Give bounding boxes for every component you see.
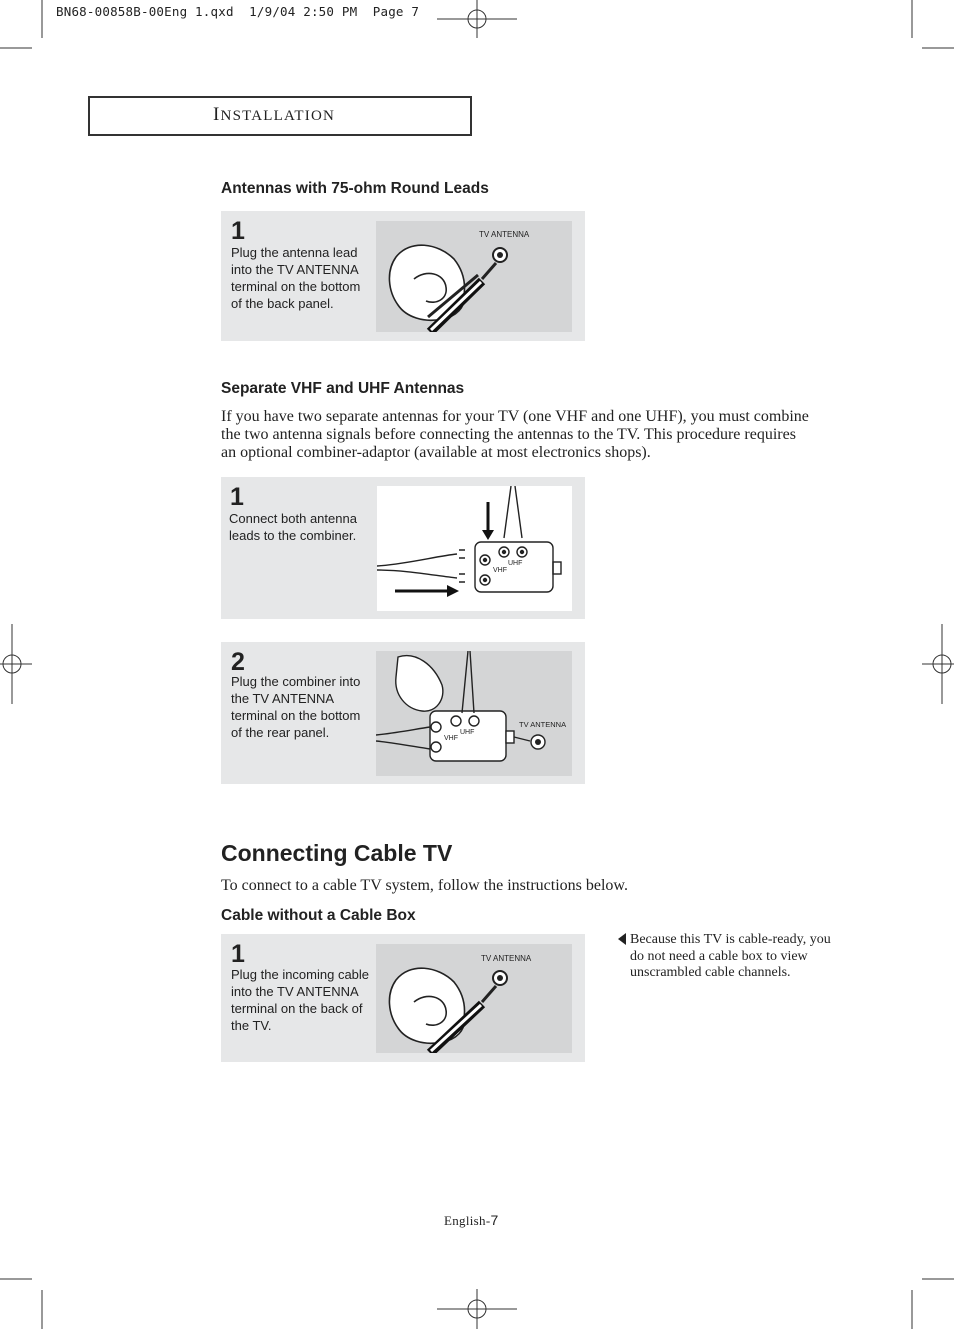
cable-hand-illustration <box>376 944 572 1053</box>
step-number: 1 <box>231 217 245 245</box>
vhf-label: VHF <box>493 567 507 574</box>
heading-cable-without-box: Cable without a Cable Box <box>221 907 416 924</box>
uhf-label: UHF <box>460 729 475 736</box>
combiner-tv-illustration <box>376 651 572 776</box>
vhf-label: VHF <box>444 735 458 742</box>
section-title-cable-tv: Connecting Cable TV <box>221 840 453 866</box>
slug-line: BN68-00858B-00Eng 1.qxd 1/9/04 2:50 PM Page 7 <box>56 4 420 19</box>
separate-antennas-body: If you have two separate antennas for your TV (one VHF and one UHF), you must combine the two antenna signals before connecting the antennas to the TV. This procedure requires an optional combiner-adaptor (available at most electronics shops). <box>221 408 809 461</box>
hand-plug-drawing <box>376 221 572 332</box>
step-number: 2 <box>231 648 245 676</box>
combiner-drawing <box>377 486 572 611</box>
page-footer <box>444 1212 499 1229</box>
uhf-label: UHF <box>508 560 523 567</box>
step-panel-antenna-75 <box>221 211 585 341</box>
tv-antenna-label: TV ANTENNA <box>479 230 530 239</box>
step-panel-combiner-2 <box>221 642 585 784</box>
heading-antennas-75: Antennas with 75-ohm Round Leads <box>221 180 489 197</box>
tv-antenna-label: TV ANTENNA <box>481 954 532 963</box>
step-text: Plug the combiner into the TV ANTENNA terminal on the bottom of the rear panel. <box>231 674 361 740</box>
footer-prefix: English- <box>444 1213 491 1228</box>
tv-antenna-label: TV ANTENNA <box>519 720 567 729</box>
antenna-hand-illustration <box>376 221 572 332</box>
section-header-rest: NSTALLATION <box>220 108 336 124</box>
cable-intro: To connect to a cable TV system, follow the instructions below. <box>221 877 628 894</box>
step-panel-combiner-1 <box>221 477 585 619</box>
step-text: Plug the antenna lead into the TV ANTENNA terminal on the bottom of the back panel. <box>231 245 361 311</box>
combiner-illustration <box>377 486 572 611</box>
step-text: Connect both antenna leads to the combiner. <box>229 511 357 543</box>
combiner-tv-drawing <box>376 651 572 776</box>
hand-plug-drawing <box>376 944 572 1053</box>
step-number: 1 <box>231 940 245 968</box>
step-panel-cable <box>221 934 585 1062</box>
note-arrow-icon <box>618 933 627 945</box>
heading-separate-antennas: Separate VHF and UHF Antennas <box>221 380 465 397</box>
step-text: Plug the incoming cable into the TV ANTENNA terminal on the back of the TV. <box>231 967 370 1033</box>
section-header <box>213 104 335 126</box>
page-number: 7 <box>490 1212 499 1228</box>
step-number: 1 <box>230 483 244 511</box>
section-header-initial: I <box>213 104 221 125</box>
cable-ready-note: Because this TV is cable-ready, you do not need a cable box to view unscrambled cable channels. <box>630 932 831 980</box>
